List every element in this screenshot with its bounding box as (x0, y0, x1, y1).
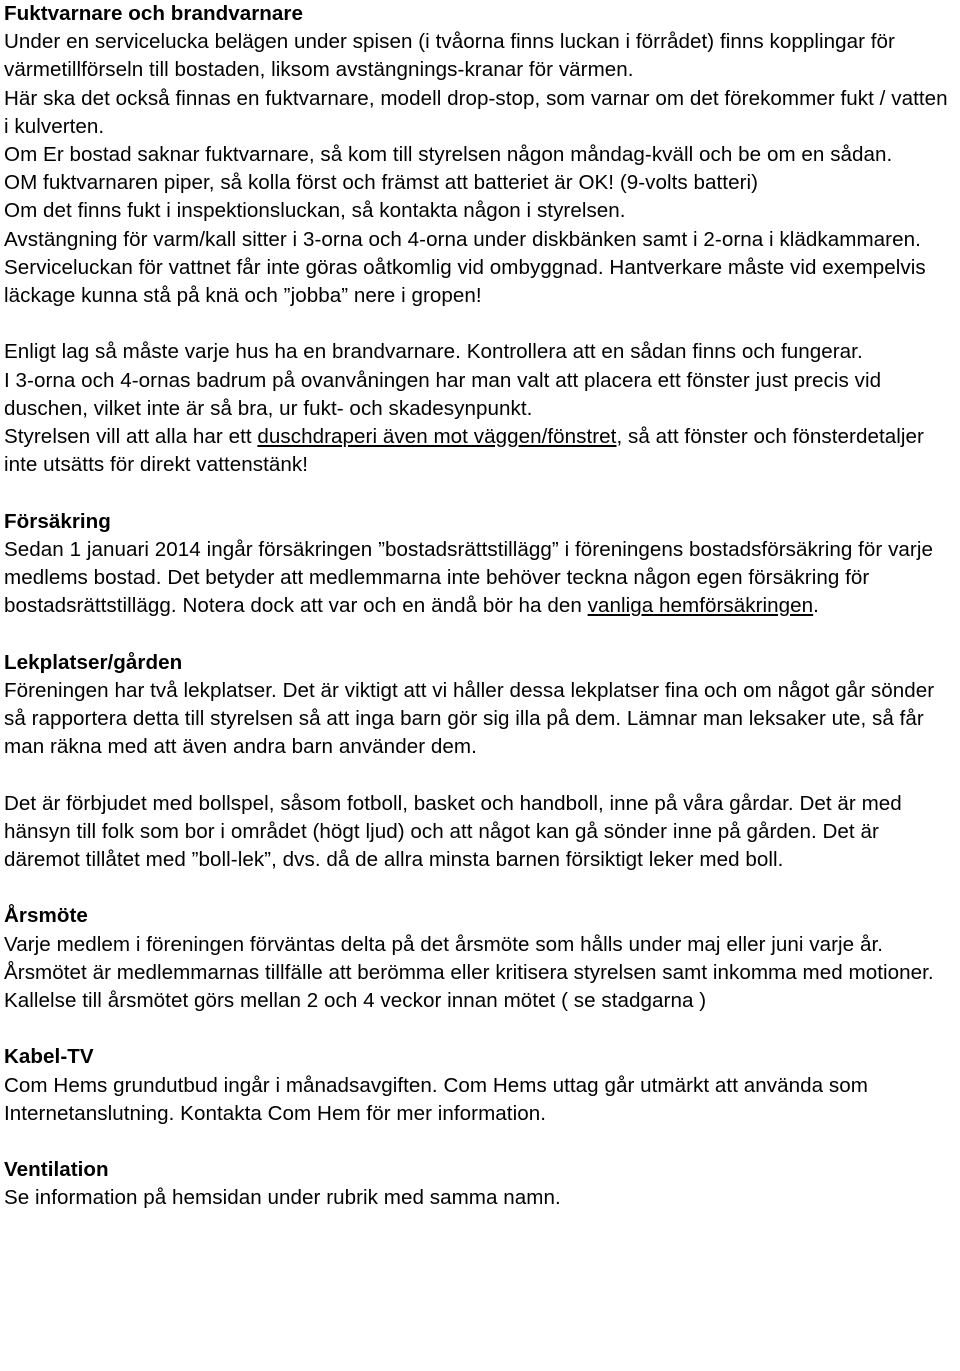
spacer (4, 1128, 956, 1156)
paragraph-fukt-inspektion: Om det finns fukt i inspektionsluckan, så kontakta någon i styrelsen. (4, 199, 626, 223)
paragraph-brandvarnare: Enligt lag så måste varje hus ha en brandvarnare. Kontrollera att en sådan finns och fungerar. (4, 340, 863, 364)
document-page (4, 0, 956, 1213)
paragraph-lekplatser: Föreningen har två lekplatser. Det är viktigt att vi håller dessa lekplatser fina och om något går sönder så rapportera detta till styrelsen så att inga barn gör sig illa på dem. Lämnar man leksaker ute, så får man räkna med att även andra barn använder dem. (4, 678, 935, 759)
paragraph-bollspel: Det är förbjudet med bollspel, såsom fotboll, basket och handboll, inne på våra gårdar. Det är med hänsyn till folk som bor i området (högt ljud) och att något kan gå sönder inne på gården. Det är däremot tillåtet med ”boll-lek”, dvs. då de allra minsta barnen försiktigt leker med boll. (4, 791, 902, 872)
text-segment: Styrelsen vill att alla har ett (4, 425, 258, 449)
text-segment: . (813, 594, 819, 618)
paragraph-com-hem: Com Hems grundutbud ingår i månadsavgiften. Com Hems uttag går utmärkt att använda som Internetanslutning. Kontakta Com Hem för mer information. (4, 1073, 868, 1125)
paragraph-batteri: OM fuktvarnaren piper, så kolla först och främst att batteriet är OK! (9-volts batteri) (4, 171, 759, 195)
paragraph-bostadsrattstillagg (4, 536, 956, 621)
section-kabel-tv (4, 1043, 956, 1128)
paragraph-arsmote: Varje medlem i föreningen förväntas delta på det årsmöte som hålls under maj eller juni varje år. Årsmötet är medlemmarnas tillfälle att berömma eller kritisera styrelsen samt inkomma med motioner. Kallelse till årsmötet görs mellan 2 och 4 veckor innan mötet ( se stadgarna ) (4, 932, 934, 1013)
heading-forsakring: Försäkring (4, 509, 111, 533)
heading-kabel-tv: Kabel-TV (4, 1045, 94, 1069)
section-fuktvarnare (4, 0, 956, 479)
text-segment: , så att fönster och fönsterdetaljer inte utsätts för direkt vattenstänk! (4, 425, 924, 477)
heading-ventilation: Ventilation (4, 1158, 109, 1182)
spacer (4, 479, 956, 507)
paragraph-avstangning: Avstängning för varm/kall sitter i 3-orna och 4-orna under diskbänken samt i 2-orna i klädkammaren. (4, 227, 921, 251)
paragraph-duschdraperi (4, 423, 956, 479)
paragraph-ventilation: Se information på hemsidan under rubrik med samma namn. (4, 1186, 561, 1210)
spacer (4, 620, 956, 648)
paragraph-serviceluckan: Serviceluckan för vattnet får inte göras oåtkomlig vid ombyggnad. Hantverkare måste vid exempelvis läckage kunna stå på knä och ”jobba” nere i gropen! (4, 255, 926, 308)
spacer (4, 1015, 956, 1043)
spacer (4, 874, 956, 902)
paragraph-drop-stop: Här ska det också finnas en fuktvarnare, modell drop-stop, som varnar om det förekommer fukt / vatten i kulverten. (4, 86, 948, 138)
paragraph-saknar-fuktvarnare: Om Er bostad saknar fuktvarnare, så kom till styrelsen någon måndag-kväll och be om en sådan. (4, 143, 893, 167)
text-segment: Sedan 1 januari 2014 ingår försäkringen ”bostadsrättstillägg” i föreningens bostadsförsäkring för varje medlems bostad. Det betyder att medlemmarna inte behöver teckna någon egen försäkring för bostadsrättstillägg. Notera dock att var och en ändå bör ha den (4, 537, 933, 618)
spacer (4, 310, 956, 338)
paragraph-badrum: I 3-orna och 4-ornas badrum på ovanvåningen har man valt att placera ett fönster just precis vid duschen, vilket inte är så bra, ur fukt- och skadesynpunkt. (4, 368, 882, 420)
spacer (4, 761, 956, 789)
heading-lekplatser: Lekplatser/gården (4, 650, 183, 674)
heading-arsmote: Årsmöte (4, 904, 88, 928)
underlined-text-hemforsakring: vanliga hemförsäkringen (587, 594, 814, 618)
section-lekplatser (4, 649, 956, 875)
section-forsakring (4, 508, 956, 621)
paragraph-servicelucka: Under en servicelucka belägen under spisen (i tvåorna finns luckan i förrådet) finns kopplingar för värmetillförseln till bostaden, liksom avstängnings-kranar för värmen. (4, 30, 895, 82)
section-arsmote (4, 902, 956, 1015)
heading-fuktvarnare: Fuktvarnare och brandvarnare (4, 2, 303, 25)
underlined-text-duschdraperi: duschdraperi även mot väggen/fönstret (257, 425, 617, 449)
section-ventilation (4, 1156, 956, 1212)
